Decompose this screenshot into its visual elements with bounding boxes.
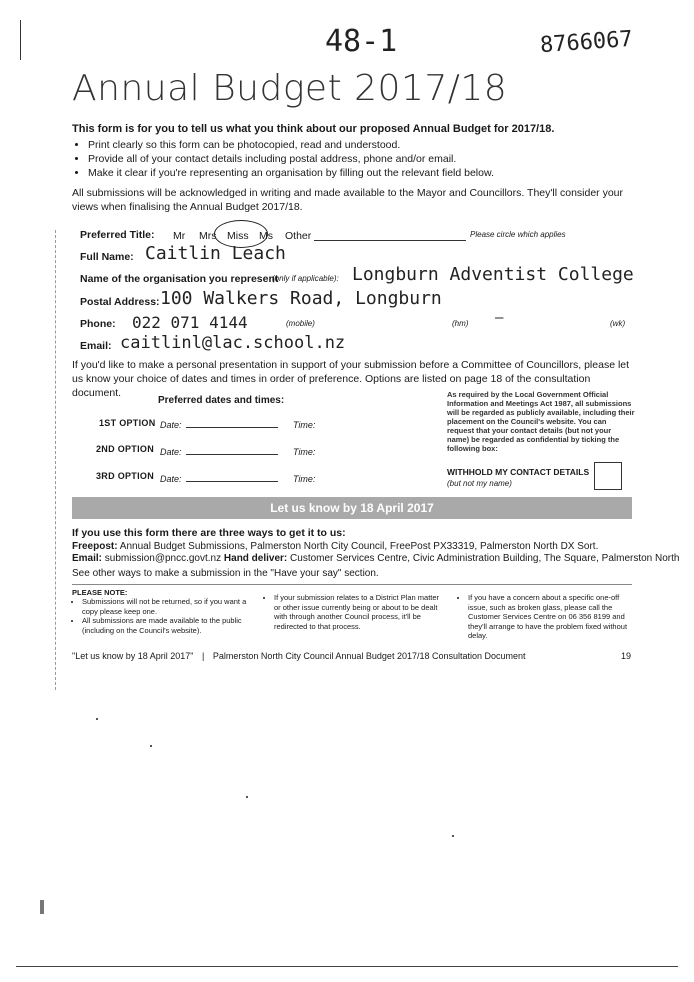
title-option-mrs[interactable]: Mrs [199,230,217,242]
postal-address-value[interactable]: 100 Walkers Road, Longburn [160,288,442,309]
option-2-date-label: Date: [160,447,182,457]
email-hand-line [72,552,680,566]
acknowledge-text: All submissions will be acknowledged in writing and made available to the Mayor and Councillors. They'll consider your views when finalising the Annual Budget 2017/18. [72,187,624,213]
presentation-text: If you'd like to make a personal presentation in support of your submission before a Committee of Councillors, please let us know your choice of dates and times in order of preference. Options are listed on page 18 of the consultation document. [72,359,630,399]
freepost-label: Freepost: [72,541,118,552]
option-1-date-label: Date: [160,420,182,430]
organisation-value[interactable]: Longburn Adventist College [352,264,634,285]
email-value[interactable]: caitlinl@lac.school.nz [120,333,346,353]
footer-deadline: "Let us know by 18 April 2017" [72,651,194,661]
options-heading: Preferred dates and times: [158,395,285,406]
scan-speck [246,796,248,798]
preferred-title-label: Preferred Title: [80,229,155,241]
notes-rule [72,584,632,585]
ways-email-label: Email: [72,553,103,564]
title-option-other[interactable]: Other [285,230,312,242]
scan-margin-dashes [55,230,56,690]
notes-column-2 [264,593,444,631]
list-item: • Make it clear if you're representing an organisation by filling out the relevant field below. [88,166,648,180]
email-label: Email: [80,340,112,352]
option-2-label: 2ND OPTION [96,444,155,454]
handwritten-ref-number: 8766067 [539,26,634,59]
option-1-label: 1ST OPTION [99,418,156,428]
list-item: • All submissions are made available to the public (including on the Council's website). [82,616,252,635]
notes-column-1 [72,597,252,635]
legal-text: As required by the Local Government Official Information and Meetings Act 1987, all submissions will be regarded as publicly available, including their placement on the Council's website. You can request that your contact details (but not your name) be regarded as confidential by ticking the following box: [447,390,635,453]
list-item: • Print clearly so this form can be photocopied, read and understood. [88,138,648,152]
list-item: • If you have a concern about a specific one-off issue, such as broken glass, please call the Customer Services Centre on 06 356 8199 and they'll arrange to have the problem fixed without delay. [468,593,638,641]
scan-speck [150,745,152,747]
footer [72,651,526,661]
list-item: • Submissions will not be returned, so if you want a copy please keep one. [82,597,252,616]
notes-column-3 [458,593,638,641]
notes-heading: PLEASE NOTE: [72,588,128,597]
full-name-label: Full Name: [80,251,134,263]
option-2-time-label: Time: [293,447,316,457]
option-3-time-label: Time: [293,474,316,484]
list-item: • If your submission relates to a District Plan matter or other issue currently being or about to be dealt with through another Council process, it'll be redirected to that process. [274,593,444,631]
scan-speck [40,900,44,914]
option-2-date-field[interactable] [186,454,278,455]
ways-email-text[interactable]: submission@pncc.govt.nz [104,553,222,564]
ways-heading: If you use this form there are three ways to get it to us: [72,527,346,539]
instruction-list [72,138,648,180]
wk-label: (wk) [610,319,626,328]
postal-address-label: Postal Address: [80,296,160,308]
phone-label: Phone: [80,318,116,330]
freepost-text: Annual Budget Submissions, Palmerston North City Council, FreePost PX33319, Palmerston North DX Sort. [119,541,599,552]
withhold-checkbox[interactable] [594,462,622,490]
scan-bottom-line [16,966,678,967]
full-name-value[interactable]: Caitlin Leach [145,243,286,264]
title-option-ms[interactable]: Ms [259,230,273,242]
hm-label: (hm) [452,319,469,328]
circle-note: Please circle which applies [470,230,566,239]
organisation-label: Name of the organisation you represent [80,273,279,285]
option-1-time-label: Time: [293,420,316,430]
handwritten-ref-top: 48-1 [325,24,398,59]
other-ways-text: See other ways to make a submission in the "Have your say" section. [72,568,379,579]
footer-separator: | [201,651,205,661]
scan-speck [96,718,98,720]
option-3-date-label: Date: [160,474,182,484]
organisation-note: (only if applicable): [272,274,339,283]
withhold-label: WITHHOLD MY CONTACT DETAILS [447,467,590,477]
hand-deliver-text: Customer Services Centre, Civic Administration Building, The Square, Palmerston North [290,553,680,564]
hand-deliver-label: Hand deliver: [223,553,288,564]
other-title-line [314,240,466,241]
phone-hm-value[interactable]: — [495,310,504,326]
intro-text: This form is for you to tell us what you think about our proposed Annual Budget for 2017/18. [72,123,555,135]
scan-margin-line [20,20,21,60]
scan-speck [452,835,454,837]
option-3-label: 3RD OPTION [96,471,155,481]
list-item: • Provide all of your contact details including postal address, phone and/or email. [88,152,648,166]
deadline-banner: Let us know by 18 April 2017 [72,497,632,519]
option-3-date-field[interactable] [186,481,278,482]
page-title: Annual Budget 2017/18 [72,68,508,109]
page-number: 19 [621,651,632,661]
title-option-mr[interactable]: Mr [173,230,186,242]
option-1-date-field[interactable] [186,427,278,428]
footer-document: Palmerston North City Council Annual Budget 2017/18 Consultation Document [212,651,526,661]
phone-mobile-value[interactable]: 022 071 4144 [132,313,248,332]
mobile-label: (mobile) [286,319,315,328]
withhold-note: (but not my name) [447,479,512,488]
title-option-miss[interactable]: Miss [227,230,249,242]
